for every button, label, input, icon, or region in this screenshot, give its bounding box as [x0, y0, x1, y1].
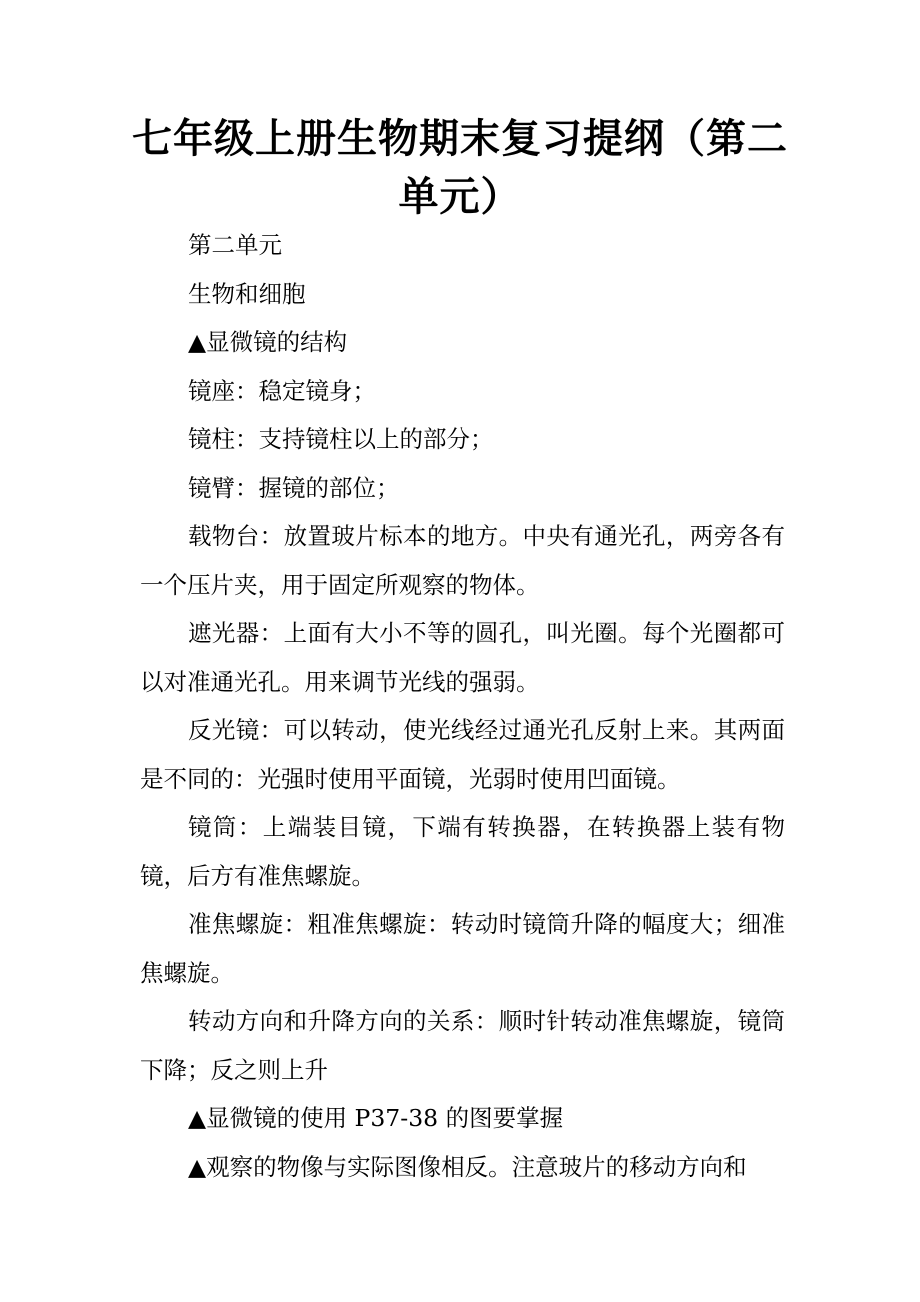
paragraph-focus-knob: 准焦螺旋：粗准焦螺旋：转动时镜筒升降的幅度大；细准焦螺旋。: [140, 910, 785, 987]
paragraph-arm: 镜臂：握镜的部位；: [188, 473, 400, 502]
paragraph-microscope-usage: ▲显微镜的使用 P37-38 的图要掌握: [188, 1104, 564, 1132]
paragraph-microscope-structure-heading: ▲显微镜的结构: [188, 328, 348, 356]
paragraph-tube: 镜筒：上端装目镜，下端有转换器，在转换器上装有物镜，后方有准焦螺旋。: [140, 813, 785, 890]
paragraph-stage: 载物台：放置玻片标本的地方。中央有通光孔，两旁各有一个压片夹，用于固定所观察的物体。: [140, 522, 785, 599]
paragraph-rotation-direction: 转动方向和升降方向的关系：顺时针转动准焦螺旋，镜筒下降；反之则上升: [140, 1007, 785, 1084]
paragraph-pillar: 镜柱：支持镜柱以上的部分；: [188, 425, 494, 453]
paragraph-mirror: 反光镜：可以转动，使光线经过通光孔反射上来。其两面是不同的：光强时使用平面镜，光弱时使用凹面镜。: [140, 716, 785, 793]
paragraph-unit-heading: 第二单元: [188, 231, 282, 259]
paragraph-base: 镜座：稳定镜身；: [188, 376, 376, 405]
document-title: 七年级上册生物期末复习提纲（第二单元）: [132, 116, 788, 220]
paragraph-diaphragm: 遮光器：上面有大小不等的圆孔，叫光圈。每个光圈都可以对准通光孔。用来调节光线的强弱。: [140, 619, 785, 696]
paragraph-image-inversion: ▲观察的物像与实际图像相反。注意玻片的移动方向和: [188, 1152, 747, 1181]
paragraph-section-heading: 生物和细胞: [188, 279, 306, 308]
document-body: [140, 221, 785, 1191]
